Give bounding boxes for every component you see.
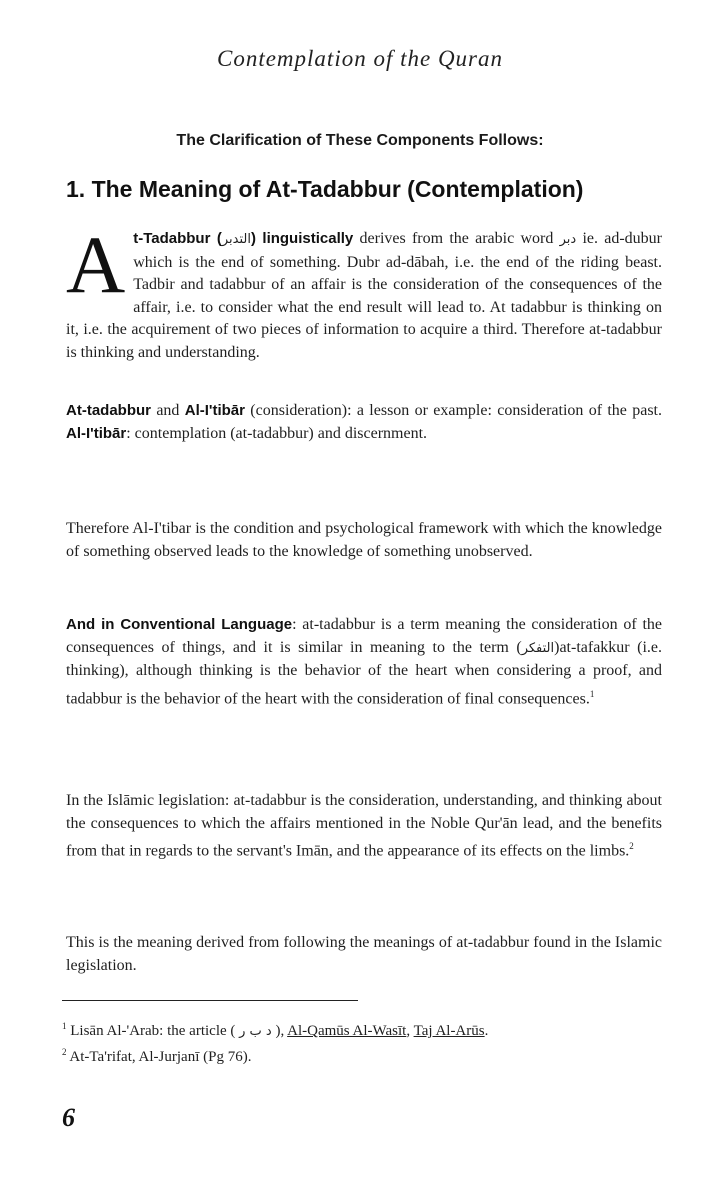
paragraph-itibar bbox=[66, 400, 662, 445]
drop-cap: A bbox=[66, 219, 126, 310]
term-bold: Al-I'tibār bbox=[184, 402, 245, 419]
chapter-title: 1. The Meaning of At-Tadabbur (Contemplation) bbox=[66, 176, 584, 202]
footnote-1 bbox=[62, 1016, 662, 1042]
term-bold: And in Conventional Language bbox=[66, 616, 293, 633]
section-heading: The Clarification of These Components Follows: bbox=[176, 132, 544, 149]
term-bold: At-tadabbur bbox=[66, 402, 151, 419]
footnote-source: Taj Al-Arūs bbox=[413, 1023, 485, 1039]
footnote-text: Lisān Al-'Arab: the article ( bbox=[66, 1023, 240, 1039]
arabic-term: التدبر bbox=[221, 232, 251, 247]
footnote-text: , bbox=[406, 1023, 414, 1039]
footnote-divider bbox=[62, 1000, 358, 1001]
paragraph-text: )at-tafakkur (i.e. thinking), although thinking is the behavior of the heart when considering a proof, and tadabbur is the behavior of the heart with the consideration of final consequences. bbox=[66, 638, 663, 708]
footnote-2 bbox=[62, 1042, 662, 1068]
paragraph-text: and bbox=[151, 402, 185, 419]
footnote-number: 2 bbox=[62, 1047, 67, 1057]
paragraph-islamic-legislation bbox=[66, 790, 662, 863]
paragraph-linguistic-meaning bbox=[66, 219, 663, 365]
footnotes bbox=[62, 1016, 662, 1068]
footnote-text: At-Ta'rifat, Al-Jurjanī (Pg 76). bbox=[66, 1049, 252, 1065]
term-bold: t-Tadabbur ( bbox=[133, 230, 222, 247]
footnote-text: ), bbox=[271, 1023, 288, 1039]
arabic-term: التفكر bbox=[521, 640, 555, 656]
running-header: Contemplation of the Quran bbox=[216, 46, 504, 71]
arabic-term: دبر bbox=[559, 232, 577, 247]
paragraph-text: ie. ad-dubur which is the end of something. Dubr ad-dābah, i.e. the end of the riding beast. Tadbir and tadabbur of an affair is the consideration of the consequences of the affair, i.e. to consider what the end result will lead to. At tadabbur is thinking on it, i.e. the acquirement of two pieces of information to acquire a third. Therefore at-tadabbur is thinking and understanding. bbox=[66, 230, 663, 361]
term-bold: Al-I'tibār bbox=[66, 424, 127, 442]
footnote-ref[interactable]: 1 bbox=[589, 688, 595, 699]
paragraph-conventional-language bbox=[66, 614, 662, 711]
footnote-ref[interactable]: 2 bbox=[629, 841, 634, 852]
paragraph-text: (consideration): a lesson or example: consideration of the past. bbox=[244, 402, 662, 419]
paragraph-text: derives from the arabic word bbox=[353, 230, 560, 247]
arabic-term: د ب ر bbox=[239, 1024, 272, 1039]
paragraph-itibar-condition: Therefore Al-I'tibar is the condition and psychological framework with which the knowledge of something observed leads to the knowledge of something unobserved. bbox=[66, 520, 662, 560]
footnote-text: . bbox=[484, 1023, 489, 1039]
paragraph-text: : contemplation (at-tadabbur) and discernment. bbox=[126, 424, 428, 442]
footnote-source: Al-Qamūs Al-Wasīt bbox=[287, 1023, 407, 1039]
page-number: 6 bbox=[62, 1103, 75, 1132]
paragraph-text: : at-tadabbur is a term meaning the consideration of the consequences of things, and it is similar in meaning to the term ( bbox=[66, 616, 662, 656]
paragraph-text: In the Islāmic legislation: at-tadabbur is the consideration, understanding, and thinking about the consequences to which the affairs mentioned in the Noble Qur'ān lead, and the benefits from that in regards to the servant's Imān, and the appearance of its effects on the limbs. bbox=[66, 792, 662, 860]
term-bold: ) linguistically bbox=[250, 230, 354, 247]
footnote-number: 1 bbox=[62, 1021, 67, 1031]
paragraph-conclusion: This is the meaning derived from following the meanings of at-tadabbur found in the Islamic legislation. bbox=[66, 934, 662, 974]
